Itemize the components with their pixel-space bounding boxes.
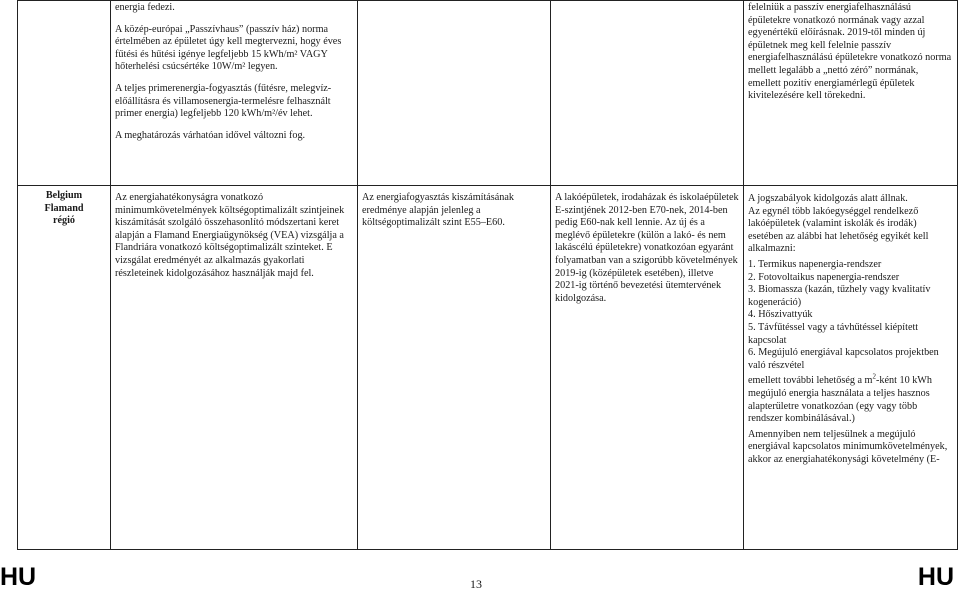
- table-cell-empty: [358, 1, 551, 186]
- requirements-cell: [111, 1, 358, 186]
- requirements-plan-cell: [551, 186, 744, 550]
- text-paragraph: felelniük a passzív energiafelhasználású épületekre vonatkozó normának vagy azzal egyenértékű előírásnak. 2019-től minden új épületnek meg kell felelnie passzív energiafelhasználású épületekre vonatkozó norma mellett legalább a „nettó zéró” normának, emellett pozitív energiamérlegű épületek kivitelezésére kell törekedni.: [748, 2, 952, 102]
- list-item: 5. Távfűtéssel vagy a távhűtéssel kiépített kapcsolat: [748, 321, 919, 346]
- text-paragraph: Az egynél több lakóegységgel rendelkező lakóépületek (valamint iskolák és irodák) esetében az alábbi hat lehetőség egyikét kell alkalmazni:: [748, 205, 929, 255]
- text-paragraph: [748, 372, 953, 425]
- plans-cell: [744, 1, 958, 186]
- region-cell: [18, 186, 111, 550]
- table-row: [18, 186, 958, 550]
- text-fragment: emellett további lehetőség a m: [748, 375, 873, 387]
- text-paragraph: A közép-európai „Passzívhaus” (passzív ház) norma értelmében az épületet úgy kell megtervezni, hogy éves fűtési és hűtési igénye legfeljebb 15 kWh/m² VAGY hőterhelési csúcsértéke 10W/m² legyen.: [115, 23, 342, 73]
- renewable-options-cell: [744, 186, 958, 550]
- text-fragment: 10 kWh megújuló energia használata a teljes hasznos alapterületre vonatkozóan (egy vagy több rendszer kombinálásával.): [748, 375, 933, 425]
- language-code-right: HU: [917, 563, 954, 591]
- text-paragraph: A teljes primerenergia-fogyasztás (fűtésre, melegvíz-előállításra és villamosenergia-termelésre felhasznált primer energia) legfeljebb 120 kWh/m²/év lehet.: [115, 82, 332, 120]
- text-paragraph: A jogszabályok kidolgozás alatt állnak.: [748, 193, 908, 204]
- region-name: Flamand: [44, 202, 84, 214]
- document-table: [17, 0, 958, 550]
- page-number: 13: [470, 577, 482, 591]
- region-cell-empty: [18, 1, 111, 186]
- list-item: 3. Biomassza (kazán, tűzhely vagy kvalitatív kogeneráció): [748, 284, 931, 308]
- text-paragraph: Az energiahatékonyságra vonatkozó minimumkövetelmények költségoptimalizált szintjeinek kiszámítását szolgáló összehasonlító módszertani keret alapján a Flamand Energiaügynökség (VEA) vizsgálja a Flandriára vonatkozó költségoptimalizált szinteket. E vizsgálat eredményét az alkalmazás gyakorlati részleteinek kidolgozásához használják majd fel.: [115, 192, 345, 279]
- list-item: 1. Termikus napenergia-rendszer: [748, 258, 882, 270]
- superscript: 2: [872, 372, 876, 381]
- region-name: Belgium: [45, 190, 83, 201]
- text-paragraph: A meghatározás várhatóan idővel változni fog.: [115, 129, 306, 141]
- text-fragment: -ként: [875, 375, 897, 387]
- text-paragraph: A lakóépületek, irodaházak és iskolaépületek E-szintjének 2012-ben E70-nek, 2014-ben pedig E60-nak kell lennie. Az új és a meglévő épületekre (külön a lakó- és nem lakáscélú épületekre) vonatkozóan egyaránt folyamatban van a szigorúbb követelmények 2019-ig (középületek esetében), illetve 2021-ig történő bevezetési ütemtervének kidolgozása.: [555, 192, 739, 304]
- list-item: 4. Hőszivattyúk: [748, 309, 813, 321]
- cost-optimal-cell: [358, 186, 551, 550]
- text-paragraph: energia fedezi.: [115, 2, 175, 13]
- table-row: [18, 1, 958, 186]
- text-paragraph: Az energiafogyasztás kiszámításának eredménye alapján jelenleg a költségoptimalizált szint E55–E60.: [362, 192, 514, 229]
- table-cell-empty: [551, 1, 744, 186]
- methodology-cell: [111, 186, 358, 550]
- text-paragraph: Amennyiben nem teljesülnek a megújuló energiával kapcsolatos minimumkövetelmények, akkor az energiahatékonysági követelmény (E-: [748, 428, 948, 465]
- list-item: 6. Megújuló energiával kapcsolatos projektben való részvétel: [748, 347, 939, 371]
- list-item: 2. Fotovoltaikus napenergia-rendszer: [748, 271, 900, 283]
- language-code-left: HU: [0, 563, 37, 591]
- region-name: régió: [52, 215, 76, 227]
